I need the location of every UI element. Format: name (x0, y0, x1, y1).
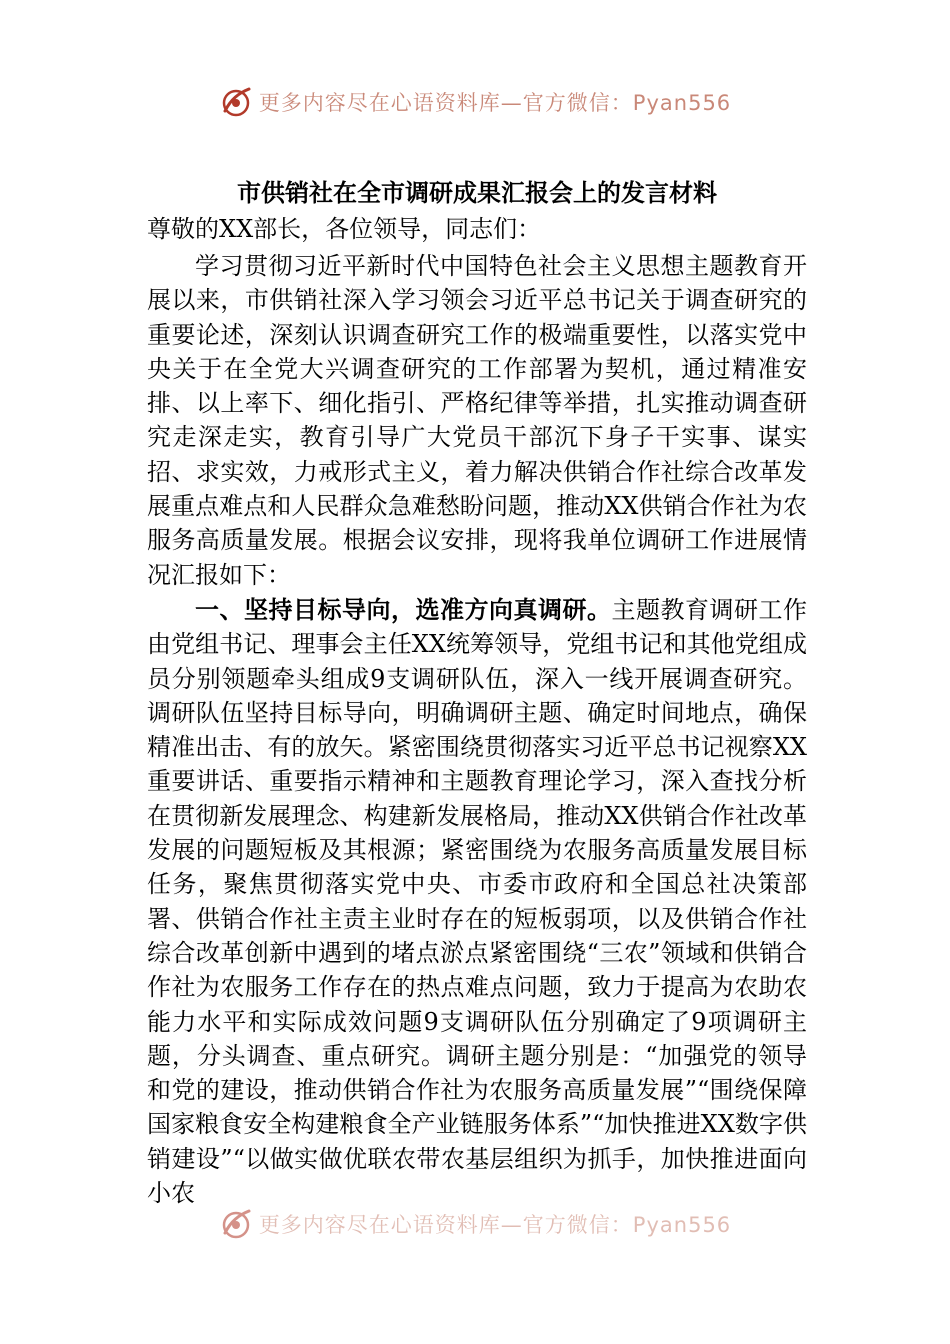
watermark-text: 更多内容尽在心语资料库—官方微信：Pyan556 (258, 1213, 732, 1237)
watermark-footer (0, 1204, 950, 1244)
document-title: 市供销社在全市调研成果汇报会上的发言材料 (237, 178, 717, 207)
section-1-heading: 一、坚持目标导向，选准方向真调研。 (195, 595, 612, 624)
salutation: 尊敬的XX部长，各位领导，同志们： (147, 215, 542, 243)
section-1-body: 主题教育调研工作由党组书记、理事会主任XX统筹领导，党组书记和其他党组成员分别领题牵头组成9支调研队伍，深入一线开展调查研究。调研队伍坚持目标导向，明确调研主题、确定时间地点，确保精准出击、有的放矢。紧密围绕贯彻落实习近平总书记视察XX重要讲话、重要指示精神和主题教育理论学习，深入查找分析在贯彻新发展理念、构建新发展格局，推动XX供销合作社改革发展的问题短板及其根源；紧密围绕为农服务高质量发展目标任务，聚焦贯彻落实党中央、市委市政府和全国总社决策部署、供销合作社主责主业时存在的短板弱项，以及供销合作社综合改革创新中遇到的堵点淤点紧密围绕“三农”领域和供销合作社为农服务工作存在的热点难点问题，致力于提高为农助农能力水平和实际成效问题9支调研队伍分别确定了9项调研主题，分头调查、重点研究。调研主题分别是：“加强党的领导和党的建设，推动供销合作社为农服务高质量发展”“围绕保障国家粮食安全构建粮食全产业链服务体系”“加快推进XX数字供销建设”“以做实做优联农带农基层组织为抓手，加快推进面向小农 (147, 596, 807, 1208)
watermark-text: 更多内容尽在心语资料库—官方微信：Pyan556 (258, 91, 732, 115)
paragraph-section-1 (147, 593, 807, 1210)
brush-logo-icon (219, 85, 253, 119)
paragraph-intro: 学习贯彻习近平新时代中国特色社会主义思想主题教育开展以来，市供销社深入学习领会习近平总书记关于调查研究的重要论述，深刻认识调查研究工作的极端重要性，以落实党中央关于在全党大兴调查研究的工作部署为契机，通过精准安排、以上率下、细化指引、严格纪律等举措，扎实推动调查研究走深走实，教育引导广大党员干部沉下身子干实事、谋实招、求实效，力戒形式主义，着力解决供销合作社综合改革发展重点难点和人民群众急难愁盼问题，推动XX供销合作社为农服务高质量发展。根据会议安排，现将我单位调研工作进展情况汇报如下： (147, 252, 807, 589)
brush-logo-icon (219, 1207, 253, 1241)
watermark-header (0, 82, 950, 122)
